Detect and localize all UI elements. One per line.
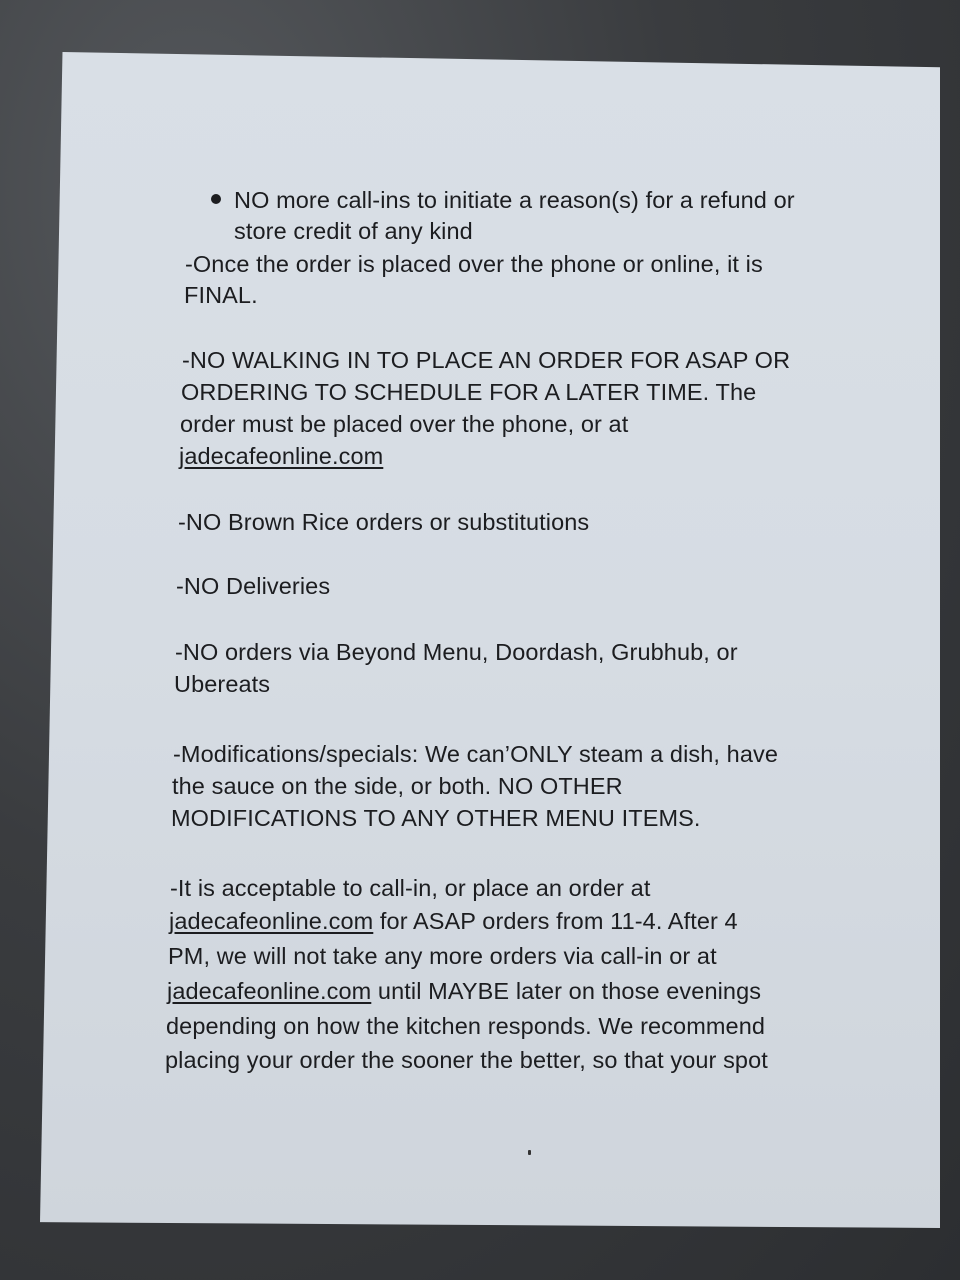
call-in-rule-line-2: [169, 905, 738, 938]
bullet-line-2: store credit of any kind: [234, 218, 473, 244]
final-rule-line-1: -Once the order is placed over the phone or online, it is: [185, 251, 763, 277]
call-in-rule-line-1: -It is acceptable to call-in, or place an order at: [170, 875, 651, 901]
website-link[interactable]: jadecafeonline.com: [167, 978, 372, 1004]
call-in-rule-line-4: [167, 975, 761, 1008]
brown-rice-rule: -NO Brown Rice orders or substitutions: [178, 509, 590, 535]
third-party-rule-line-1: -NO orders via Beyond Menu, Doordash, Grubhub, or: [175, 639, 738, 665]
call-in-rule-line-4-text: until MAYBE later on those evenings: [371, 978, 762, 1004]
bullet-icon: [211, 194, 221, 204]
walk-in-rule-line-1: -NO WALKING IN TO PLACE AN ORDER FOR ASAP OR: [182, 347, 791, 373]
call-in-rule-line-5: depending on how the kitchen responds. We recommend: [166, 1013, 766, 1039]
call-in-rule-line-6: placing your order the sooner the better, so that your spot: [165, 1047, 768, 1073]
modifications-rule-line-2: the sauce on the side, or both. NO OTHER: [172, 773, 623, 799]
third-party-rule-line-2: Ubereats: [174, 671, 271, 697]
delivery-rule: -NO Deliveries: [176, 573, 331, 599]
paper-speck: [528, 1150, 531, 1155]
website-link[interactable]: jadecafeonline.com: [169, 908, 374, 934]
website-link[interactable]: jadecafeonline.com: [179, 443, 384, 469]
walk-in-rule-line-2: ORDERING TO SCHEDULE FOR A LATER TIME. The: [181, 379, 757, 405]
call-in-rule-line-2-text: for ASAP orders from 11-4. After 4: [373, 908, 738, 934]
walk-in-rule-line-3: order must be placed over the phone, or at: [180, 411, 629, 437]
final-rule-line-2: FINAL.: [184, 282, 258, 308]
call-in-rule-line-3: PM, we will not take any more orders via call-in or at: [168, 943, 717, 969]
modifications-rule-line-3: MODIFICATIONS TO ANY OTHER MENU ITEMS.: [171, 805, 701, 831]
bullet-line-1: NO more call-ins to initiate a reason(s) for a refund or: [234, 187, 795, 213]
modifications-rule-line-1: -Modifications/specials: We can’ONLY steam a dish, have: [173, 741, 779, 767]
